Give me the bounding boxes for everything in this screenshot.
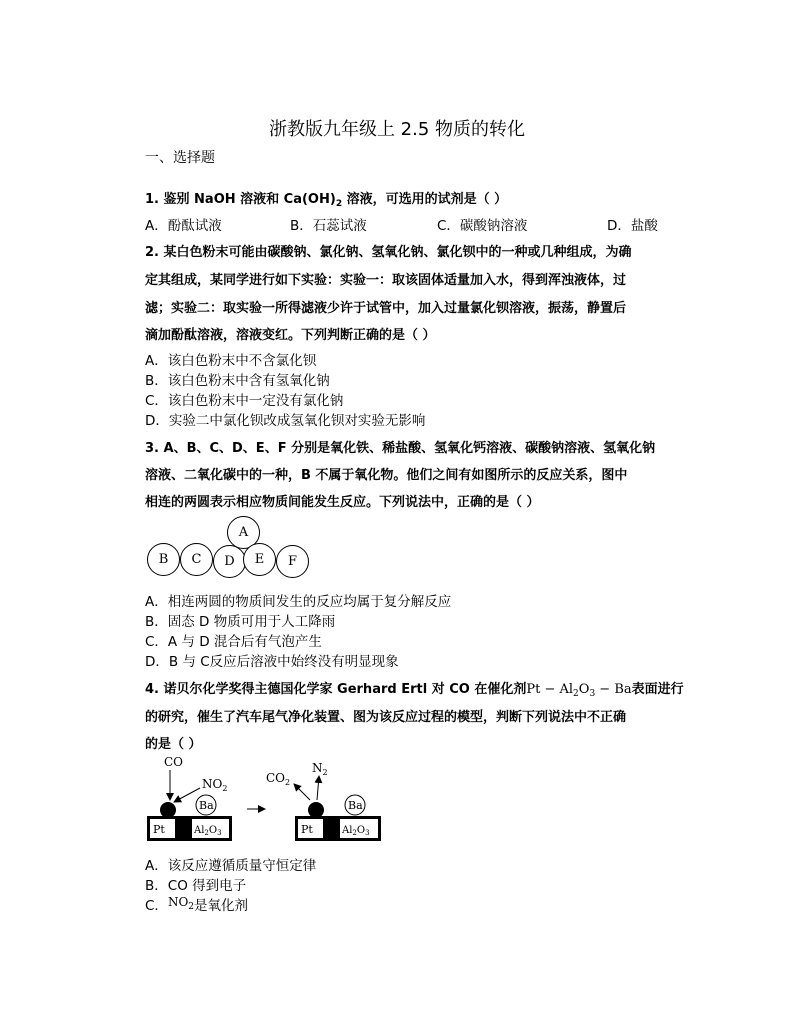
q3-option-c: C．A 与 D 混合后有气泡产生 [145,634,322,650]
al2o3-label-right: $Al_2O_3$ [342,825,370,837]
q4-option-c [145,894,248,916]
q2-option-d: D．实验二中氯化钡改成氢氧化钡对实验无影响 [145,413,426,429]
q4-line-1 [145,680,684,704]
q4-line-1-a: 4. 诺贝尔化学奖得主德国化学家 Gerhard Ertl 对 CO 在催化剂 [145,682,527,697]
q4-line-3: 的是（ ） [145,737,202,752]
q1-option-b: B．石蕊试液 [290,218,367,234]
circle-a: A [227,516,260,549]
q2-option-a: A．该白色粉末中不含氯化钡 [145,353,317,369]
pt-atom-left [160,802,176,818]
q1-option-a: A．酚酞试液 [145,218,222,234]
q3-line-2: 溶液、二氧化碳中的一种，B 不属于氧化物。他们之间有如图所示的反应关系，图中 [145,468,628,483]
q2-line-1: 2. 某白色粉末可能由碳酸钠、氯化钠、氢氧化钠、氯化钡中的一种或几种组成，为确 [145,245,632,260]
q3-option-d: D．B 与 C反应后溶液中始终没有明显现象 [145,654,399,670]
reaction-model-diagram [140,752,400,847]
no2-arrow [174,788,200,802]
q2-line-4: 滴加酚酞溶液，溶液变红。下列判断正确的是（ ） [145,328,436,343]
circle-e: E [243,543,276,576]
ba-label-left: Ba [199,799,214,812]
pt-atom-right [308,802,324,818]
q4-option-c-text: 是氧化剂 [194,898,249,914]
no2-formula-text: NO [167,895,189,909]
section-heading: 一、选择题 [145,150,215,166]
q4-line-2: 的研究，催生了汽车尾气净化装置、图为该反应过程的模型，判断下列说法中不正确 [145,710,627,725]
n2-arrow [317,776,319,800]
pt-label-left: Pt [153,823,165,836]
q3-option-b: B．固态 D 物质可用于人工降雨 [145,614,336,630]
circle-d: D [213,545,246,578]
no2-formula [167,895,195,912]
pt-label-right: Pt [301,823,313,836]
q1-stem-b: 溶液，可选用的试剂是（ ） [342,192,508,207]
ba-label-right: Ba [348,799,363,812]
page-title: 浙教版九年级上 2.5 物质的转化 [268,119,526,140]
q2-option-b: B．该白色粉末中含有氢氧化钠 [145,373,330,389]
catalyst-formula-sub1: 2 [573,689,579,699]
circle-b: B [147,543,180,576]
catalyst-formula [526,682,631,697]
q1-stem-a: 1. 鉴别 NaOH 溶液和 Ca(OH) [145,192,336,207]
q1-option-d: D．盐酸 [607,218,658,234]
q2-line-2: 定其组成，某同学进行如下实验：实验一：取该固体适量加入水，得到浑浊液体，过 [145,273,627,288]
q4-option-c-letter: C． [145,898,168,914]
co2-label: $CO_2$ [266,771,291,787]
q2-line-3: 滤；实验二：取实验一所得滤液少许于试管中，加入过量氯化钡溶液，振荡，静置后 [145,301,627,316]
q1-stem [145,190,507,214]
n2-label: $N_2$ [312,761,328,777]
catalyst-formula-o: O [578,682,590,697]
no2-label: $NO_2$ [202,777,228,793]
catalyst-formula-sub2: 3 [589,689,596,699]
q4-option-a: A．该反应遵循质量守恒定律 [145,858,317,874]
no2-formula-sub: 2 [188,902,195,912]
q2-option-c: C．该白色粉末中一定没有氯化钠 [145,393,344,409]
co-label: CO [164,755,184,769]
al2o3-label-left: $Al_2O_3$ [194,825,222,837]
q3-line-1: 3. A、B、C、D、E、F 分别是氧化铁、稀盐酸、氢氧化钙溶液、碳酸钠溶液、氢氧化钠 [145,441,656,456]
q1-stem-sub: 2 [335,199,343,209]
q4-option-b: B．CO 得到电子 [145,878,247,894]
catalyst-formula-ba: − Ba [595,682,632,697]
circle-f: F [276,545,309,578]
q3-option-a: A．相连两圆的物质间发生的反应均属于复分解反应 [145,594,452,610]
catalyst-formula-pt-al: Pt − Al [526,682,574,697]
co2-arrow [294,784,310,800]
q4-line-1-b: 表面进行 [631,682,684,697]
circle-c: C [180,543,213,576]
q1-option-c: C．碳酸钠溶液 [437,218,528,234]
q3-line-3: 相连的两圆表示相应物质间能发生反应。下列说法中，正确的是（ ） [145,495,540,510]
